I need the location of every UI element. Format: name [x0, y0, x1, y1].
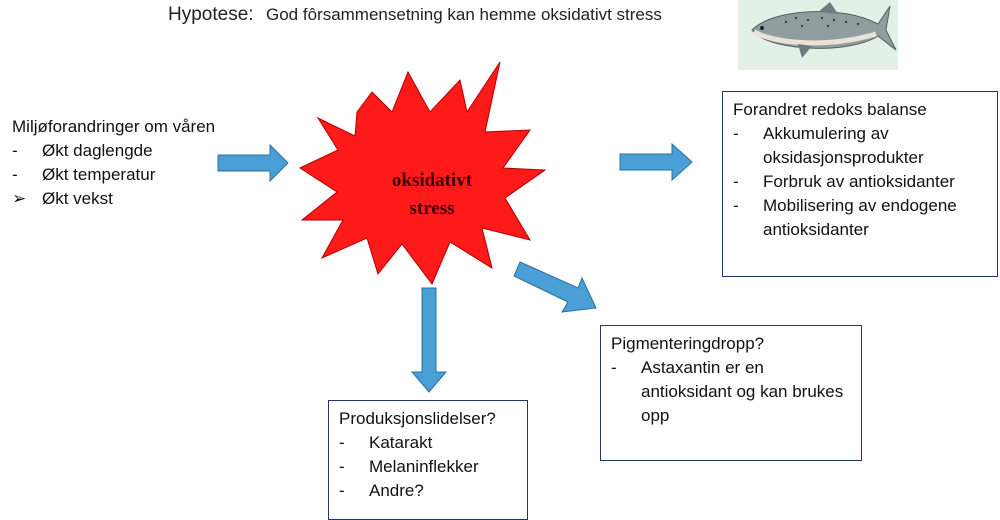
list-marker: - [12, 141, 18, 160]
list-marker: - [339, 457, 345, 476]
list-item [733, 170, 987, 194]
production-heading: Produksjonslidelser? [339, 409, 496, 428]
redox-list [733, 98, 987, 242]
list-item [611, 356, 851, 428]
list-item [12, 163, 282, 187]
list-item-text: Økt temperatur [42, 165, 156, 184]
list-marker: - [12, 165, 18, 184]
list-item [733, 194, 987, 242]
center-label-line2: stress [409, 198, 455, 219]
list-item-text: Mobilisering av endogene antioksidanter [763, 196, 957, 239]
pigmentation-heading: Pigmenteringdropp? [611, 334, 765, 353]
redox-balance-box [722, 91, 998, 277]
list-item [733, 122, 987, 170]
production-list [339, 407, 517, 503]
environment-changes-heading: Miljøforandringer om våren [12, 117, 216, 136]
production-disorders-box [328, 400, 528, 520]
list-marker: - [733, 196, 739, 215]
arrow-diagonal-icon [514, 262, 596, 312]
arrow-down-icon [412, 288, 446, 392]
list-marker: - [339, 433, 345, 452]
list-item [339, 431, 517, 455]
list-item [12, 187, 282, 211]
list-item [339, 479, 517, 503]
arrow-bullet-icon: ➢ [12, 189, 27, 208]
hypothesis-text: God fôrsammensetning kan hemme oksidativt stress [266, 5, 662, 24]
list-item-text: Økt vekst [42, 189, 113, 208]
list-item-text: Forbruk av antioksidanter [763, 172, 955, 191]
environment-changes-list [12, 115, 282, 211]
redox-heading: Forandret redoks balanse [733, 100, 927, 119]
list-item-text: Katarakt [369, 433, 433, 452]
pigmentation-box [600, 325, 862, 461]
list-marker: - [733, 124, 739, 143]
list-item-text: Akkumulering av oksidasjonsprodukter [763, 124, 924, 167]
center-label-line1: oksidativt [391, 170, 473, 191]
list-marker: - [611, 358, 617, 377]
list-item-text: Andre? [369, 481, 424, 500]
list-item-text: Astaxantin er en antioksidant og kan brukes opp [641, 358, 844, 425]
list-marker: - [339, 481, 345, 500]
pigmentation-list [611, 332, 851, 428]
hypothesis-label: Hypotese: [168, 4, 254, 25]
list-marker: - [733, 172, 739, 191]
list-item-text: Melaninflekker [369, 457, 479, 476]
list-item [339, 455, 517, 479]
arrow-right-icon [620, 144, 692, 180]
list-item [12, 139, 282, 163]
list-item-text: Økt daglengde [42, 141, 153, 160]
